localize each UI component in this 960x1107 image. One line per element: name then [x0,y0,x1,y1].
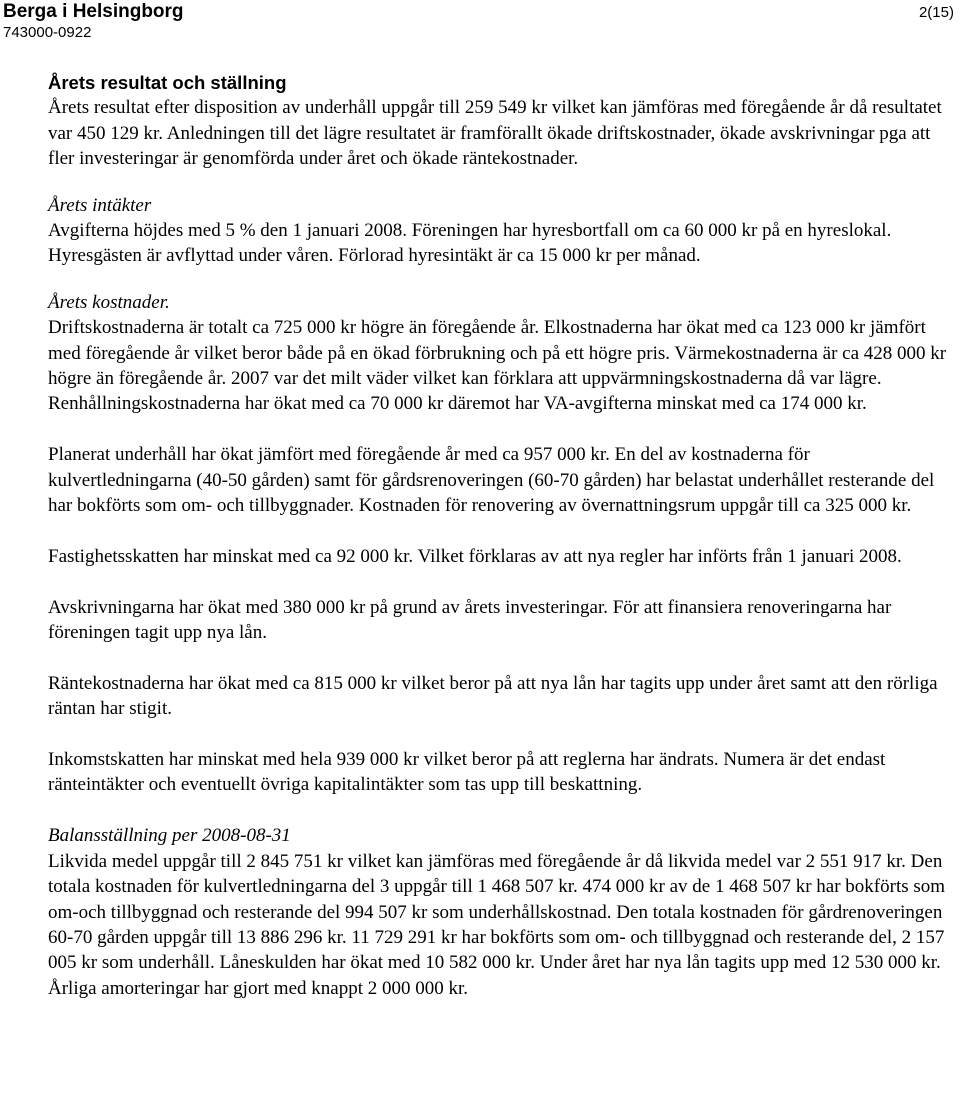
section-income [48,193,948,269]
spacer [48,722,948,747]
paragraph-costs: Driftskostnaderna är totalt ca 725 000 kr högre än föregående år. Elkostnaderna har ökat med ca 123 000 kr jämfört med föregående år vilket beror både på en ökad förbrukning och på ett högre pris. Värmekostnaderna är ca 428 000 kr högre än föregående år. 2007 var det milt väder vilket kan förklara att uppvärmningskostnaderna då var lägre. Renhållningskostnaderna har ökat med ca 70 000 kr däremot har VA-avgifterna minskat med ca 174 000 kr. [48,317,947,415]
section-heading-balance: Balansställning per 2008-08-31 [48,825,291,847]
section-costs [48,290,948,417]
section-result [48,70,948,172]
paragraph-income-tax: Inkomstskatten har minskat med hela 939 000 kr vilket beror på att reglerna har ändrats. Numera är det endast ränteintäkter och eventuellt övriga kapitalintäkter som tas upp till beskattning. [48,749,886,796]
section-balance [48,823,948,1001]
paragraph-result: Årets resultat efter disposition av underhåll uppgår till 259 549 kr vilket kan jämföras med föregående år då resultatet var 450 129 kr. Anledningen till det lägre resultatet är framförallt ökade driftskostnader, ökade avskrivningar pga att fler investeringar är genomförda under året och ökade räntekostnader. [48,97,942,170]
spacer [48,172,948,193]
page-number: 2(15) [918,4,954,21]
spacer [48,518,948,543]
paragraph-maintenance: Planerat underhåll har ökat jämfört med föregående år med ca 957 000 kr. En del av kostnaderna för kulvertledningarna (40-50 gården) samt för gårdsrenoveringen (60-70 gården) har belastat underhållet resterande del har bokförts som om- och tillbyggnader. Kostnaden för renovering av övernattningsrum uppgår till ca 325 000 kr. [48,444,935,517]
section-heading-result: Årets resultat och ställning [48,72,287,93]
page-header [3,1,954,39]
paragraph-property-tax: Fastighetsskatten har minskat med ca 92 000 kr. Vilket förklaras av att nya regler har införts från 1 januari 2008. [48,545,902,567]
section-heading-costs: Årets kostnader. [48,291,170,313]
organization-number: 743000-0922 [3,24,92,41]
spacer [48,798,948,823]
spacer [48,569,948,594]
organization-name: Berga i Helsingborg [3,1,184,22]
spacer [48,269,948,290]
spacer [48,417,948,442]
paragraph-depreciation: Avskrivningarna har ökat med 380 000 kr på grund av årets investeringar. För att finansiera renoveringarna har föreningen tagit upp nya lån. [48,596,892,644]
paragraph-balance: Likvida medel uppgår till 2 845 751 kr vilket kan jämföras med föregående år då likvida medel var 2 551 917 kr. Den totala kostnaden för kulvertledningarna del 3 uppgår till 1 468 507 kr. 474 000 kr av de 1 468 507 kr har bokförts som om-och tillbyggnad och resterande del 994 507 kr som underhållskostnad. Den totala kostnaden för gårdrenoveringen 60-70 gården uppgår till 13 886 296 kr. 11 729 291 kr har bokförts som om- och tillbyggnad och resterande del, 2 157 005 kr som underhåll. Låneskulden har ökat med 10 582 000 kr. Under året har nya lån tagits upp med 12 530 000 kr. Årliga amorteringar har gjort med knappt 2 000 000 kr. [48,850,946,999]
paragraph-interest: Räntekostnaderna har ökat med ca 815 000 kr vilket beror på att nya lån har tagits upp under året samt att den rörliga räntan har stigit. [48,672,938,720]
spacer [48,645,948,670]
section-heading-income: Årets intäkter [48,194,152,216]
paragraph-income: Avgifterna höjdes med 5 % den 1 januari 2008. Föreningen har hyresbortfall om ca 60 000 kr på en hyreslokal. Hyresgästen är avflyttad under våren. Förlorad hyresintäkt är ca 15 000 kr per månad. [48,220,892,267]
document-body [48,70,948,1001]
